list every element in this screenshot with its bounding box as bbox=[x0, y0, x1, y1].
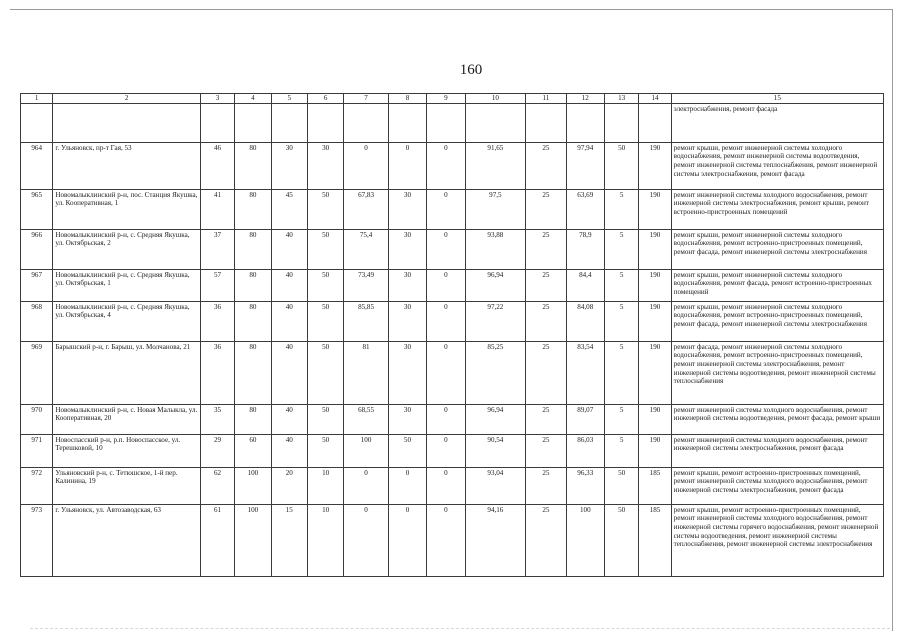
cell-row-number: 964 bbox=[21, 142, 53, 189]
column-header: 6 bbox=[307, 94, 343, 104]
cell-row-number: 968 bbox=[21, 301, 53, 341]
cell-col-14: 185 bbox=[639, 467, 671, 504]
cell-work-types: ремонт крыши, ремонт встроенно-пристроенных помещений, ремонт инженерной системы холодного водоснабжения, ремонт инженерной системы горячего водоснабжения, ремонт инженерной системы водоотведения, ремонт инженерной системы теплоснабжения, ремонт инженерной системы электроснабжения bbox=[671, 504, 883, 576]
cell-col-13: 5 bbox=[604, 434, 638, 467]
cell-empty bbox=[271, 103, 307, 142]
cell-col-3: 37 bbox=[200, 229, 234, 269]
cell-col-13: 50 bbox=[604, 467, 638, 504]
cell-col-13: 5 bbox=[604, 269, 638, 301]
cell-address: г. Ульяновск, пр-т Гая, 53 bbox=[53, 142, 201, 189]
cell-col-14: 190 bbox=[639, 269, 671, 301]
page-border-top bbox=[10, 9, 892, 10]
cell-col-10: 93,04 bbox=[465, 467, 526, 504]
column-header: 11 bbox=[526, 94, 566, 104]
cell-row-number: 967 bbox=[21, 269, 53, 301]
cell-col-3: 61 bbox=[200, 504, 234, 576]
cell-empty bbox=[604, 103, 638, 142]
cell-col-10: 93,88 bbox=[465, 229, 526, 269]
cell-col-12: 96,33 bbox=[566, 467, 604, 504]
cell-row-number: 965 bbox=[21, 189, 53, 229]
column-header: 15 bbox=[671, 94, 883, 104]
column-header: 7 bbox=[344, 94, 388, 104]
cell-address: Барышский р-н, г. Барыш, ул. Молчанова, 21 bbox=[53, 341, 201, 404]
cell-work-types: ремонт фасада, ремонт инженерной системы холодного водоснабжения, ремонт встроенно-пристроенных помещений, ремонт инженерной системы электроснабжения, ремонт инженерной системы водоотведения, ремонт инженерной системы теплоснабжения bbox=[671, 341, 883, 404]
cell-col-9: 0 bbox=[427, 269, 465, 301]
table-row bbox=[21, 434, 884, 467]
cell-work-types: ремонт крыши, ремонт инженерной системы холодного водоснабжения, ремонт фасада, ремонт встроенно-пристроенных помещений bbox=[671, 269, 883, 301]
cell-row-number: 972 bbox=[21, 467, 53, 504]
cell-col-14: 185 bbox=[639, 504, 671, 576]
cell-col-4: 100 bbox=[235, 467, 271, 504]
cell-col-13: 5 bbox=[604, 341, 638, 404]
cell-col-13: 5 bbox=[604, 301, 638, 341]
cell-col-13: 5 bbox=[604, 189, 638, 229]
cell-col-6: 30 bbox=[307, 142, 343, 189]
cell-col-9: 0 bbox=[427, 504, 465, 576]
column-header: 2 bbox=[53, 94, 201, 104]
cell-empty bbox=[639, 103, 671, 142]
cell-address: Новоспасский р-н, р.п. Новоспасское, ул. Терешковой, 10 bbox=[53, 434, 201, 467]
cell-col-4: 100 bbox=[235, 504, 271, 576]
column-header: 8 bbox=[388, 94, 426, 104]
cell-col-8: 30 bbox=[388, 341, 426, 404]
cell-col-11: 25 bbox=[526, 269, 566, 301]
cell-col-4: 80 bbox=[235, 229, 271, 269]
header-row bbox=[21, 94, 884, 104]
cell-col-6: 50 bbox=[307, 269, 343, 301]
cell-address: Новомалыклинский р-н, с. Средняя Якушка, ул. Октябрьская, 4 bbox=[53, 301, 201, 341]
cell-col-11: 25 bbox=[526, 189, 566, 229]
cell-col-9: 0 bbox=[427, 404, 465, 434]
table-row bbox=[21, 341, 884, 404]
cell-col-14: 190 bbox=[639, 142, 671, 189]
cell-col-4: 60 bbox=[235, 434, 271, 467]
cell-col-4: 80 bbox=[235, 142, 271, 189]
cell-empty bbox=[465, 103, 526, 142]
cell-col-7: 68,55 bbox=[344, 404, 388, 434]
column-header: 13 bbox=[604, 94, 638, 104]
cell-col-5: 20 bbox=[271, 467, 307, 504]
cell-work-types: ремонт крыши, ремонт инженерной системы холодного водоснабжения, ремонт инженерной системы водоотведения, ремонт инженерной системы теплоснабжения, ремонт инженерной системы электроснабжения, ремонт фасада bbox=[671, 142, 883, 189]
cell-col-8: 30 bbox=[388, 301, 426, 341]
cell-work-types: ремонт инженерной системы холодного водоснабжения, ремонт инженерной системы водоотведения, ремонт фасада, ремонт крыши bbox=[671, 404, 883, 434]
cell-col-7: 73,49 bbox=[344, 269, 388, 301]
cell-col-10: 90,54 bbox=[465, 434, 526, 467]
cell-col-12: 100 bbox=[566, 504, 604, 576]
cell-col-6: 10 bbox=[307, 467, 343, 504]
cell-col-7: 75,4 bbox=[344, 229, 388, 269]
cell-col-4: 80 bbox=[235, 269, 271, 301]
table-row bbox=[21, 404, 884, 434]
cell-col-5: 15 bbox=[271, 504, 307, 576]
cell-col-3: 36 bbox=[200, 301, 234, 341]
cell-col-9: 0 bbox=[427, 189, 465, 229]
cell-col-3: 35 bbox=[200, 404, 234, 434]
cell-col-13: 5 bbox=[604, 404, 638, 434]
column-header: 14 bbox=[639, 94, 671, 104]
cell-col-14: 190 bbox=[639, 229, 671, 269]
cell-col-4: 80 bbox=[235, 404, 271, 434]
cell-col-6: 50 bbox=[307, 434, 343, 467]
cell-col-7: 0 bbox=[344, 504, 388, 576]
cell-address: г. Ульяновск, ул. Автозаводская, 63 bbox=[53, 504, 201, 576]
cell-col-12: 86,03 bbox=[566, 434, 604, 467]
cell-col-12: 89,07 bbox=[566, 404, 604, 434]
cell-col-14: 190 bbox=[639, 301, 671, 341]
cell-col-14: 190 bbox=[639, 404, 671, 434]
cell-col-5: 40 bbox=[271, 434, 307, 467]
cell-work-types: ремонт инженерной системы холодного водоснабжения, ремонт инженерной системы электроснабжения, ремонт крыши, ремонт встроенно-пристроенных помещений bbox=[671, 189, 883, 229]
cell-col-10: 91,65 bbox=[465, 142, 526, 189]
column-header: 1 bbox=[21, 94, 53, 104]
table-row bbox=[21, 301, 884, 341]
cell-col-9: 0 bbox=[427, 142, 465, 189]
cell-col-12: 84,08 bbox=[566, 301, 604, 341]
cell-col-9: 0 bbox=[427, 341, 465, 404]
table-row bbox=[21, 229, 884, 269]
cell-col-11: 25 bbox=[526, 434, 566, 467]
cell-col-6: 50 bbox=[307, 341, 343, 404]
cell-col-8: 0 bbox=[388, 142, 426, 189]
table-row bbox=[21, 269, 884, 301]
cell-col-6: 50 bbox=[307, 404, 343, 434]
cell-col-3: 62 bbox=[200, 467, 234, 504]
cell-row-number: 971 bbox=[21, 434, 53, 467]
cell-col-5: 40 bbox=[271, 269, 307, 301]
cell-col-6: 50 bbox=[307, 189, 343, 229]
cell-col-9: 0 bbox=[427, 467, 465, 504]
table-header bbox=[21, 94, 884, 104]
cell-address: Ульяновский р-н, с. Тетюшское, 1-й пер. Калинина, 19 bbox=[53, 467, 201, 504]
cell-col-5: 40 bbox=[271, 341, 307, 404]
column-header: 4 bbox=[235, 94, 271, 104]
cell-col-3: 29 bbox=[200, 434, 234, 467]
cell-col-11: 25 bbox=[526, 229, 566, 269]
cell-col-7: 0 bbox=[344, 142, 388, 189]
cell-col-7: 67,83 bbox=[344, 189, 388, 229]
cell-col-12: 83,54 bbox=[566, 341, 604, 404]
cell-col-11: 25 bbox=[526, 142, 566, 189]
cell-col-5: 45 bbox=[271, 189, 307, 229]
cell-col-13: 50 bbox=[604, 504, 638, 576]
cell-col-9: 0 bbox=[427, 301, 465, 341]
cell-col-4: 80 bbox=[235, 301, 271, 341]
cell-col-6: 50 bbox=[307, 301, 343, 341]
cell-col-11: 25 bbox=[526, 467, 566, 504]
cell-col-13: 5 bbox=[604, 229, 638, 269]
table-row bbox=[21, 189, 884, 229]
cell-col-7: 100 bbox=[344, 434, 388, 467]
cell-col-14: 190 bbox=[639, 189, 671, 229]
cell-empty bbox=[307, 103, 343, 142]
table-row bbox=[21, 504, 884, 576]
cell-empty bbox=[566, 103, 604, 142]
cell-col-10: 94,16 bbox=[465, 504, 526, 576]
cell-row-number: 970 bbox=[21, 404, 53, 434]
cell-row-number: 969 bbox=[21, 341, 53, 404]
page-number: 160 bbox=[459, 62, 483, 78]
cell-col-11: 25 bbox=[526, 341, 566, 404]
cell-col-5: 30 bbox=[271, 142, 307, 189]
cell-col-3: 36 bbox=[200, 341, 234, 404]
cell-col-9: 0 bbox=[427, 229, 465, 269]
cell-col-14: 190 bbox=[639, 434, 671, 467]
cell-empty bbox=[21, 103, 53, 142]
cell-col-7: 85,85 bbox=[344, 301, 388, 341]
cell-col-10: 97,22 bbox=[465, 301, 526, 341]
cell-col-4: 80 bbox=[235, 341, 271, 404]
cell-col-11: 25 bbox=[526, 301, 566, 341]
cell-col-5: 40 bbox=[271, 404, 307, 434]
page-border-right bbox=[892, 9, 893, 631]
cell-col-12: 78,9 bbox=[566, 229, 604, 269]
footer-scan-line bbox=[30, 628, 890, 629]
cell-col-13: 50 bbox=[604, 142, 638, 189]
cell-col-12: 97,94 bbox=[566, 142, 604, 189]
cell-col-4: 80 bbox=[235, 189, 271, 229]
cell-col-8: 0 bbox=[388, 467, 426, 504]
cell-col-8: 30 bbox=[388, 269, 426, 301]
cell-col-7: 81 bbox=[344, 341, 388, 404]
column-header: 9 bbox=[427, 94, 465, 104]
cell-col-8: 0 bbox=[388, 504, 426, 576]
cell-col-6: 10 bbox=[307, 504, 343, 576]
cell-col-8: 30 bbox=[388, 404, 426, 434]
table-row bbox=[21, 142, 884, 189]
cell-col-11: 25 bbox=[526, 404, 566, 434]
table-row bbox=[21, 467, 884, 504]
cell-address: Новомалыклинский р-н, с. Средняя Якушка, ул. Октябрьская, 1 bbox=[53, 269, 201, 301]
column-header: 12 bbox=[566, 94, 604, 104]
cell-address: Новомалыклинский р-н, пос. Станция Якушка, ул. Кооперативная, 1 bbox=[53, 189, 201, 229]
cell-col-7: 0 bbox=[344, 467, 388, 504]
cell-row-number: 966 bbox=[21, 229, 53, 269]
cell-empty bbox=[53, 103, 201, 142]
cell-col-10: 85,25 bbox=[465, 341, 526, 404]
cell-col-10: 96,94 bbox=[465, 269, 526, 301]
cell-work-types: ремонт крыши, ремонт инженерной системы холодного водоснабжения, ремонт встроенно-пристроенных помещений, ремонт фасада, ремонт инженерной системы электроснабжения bbox=[671, 301, 883, 341]
cell-col-8: 50 bbox=[388, 434, 426, 467]
cell-col-12: 84,4 bbox=[566, 269, 604, 301]
cell-address: Новомалыклинский р-н, с. Средняя Якушка, ул. Октябрьская, 2 bbox=[53, 229, 201, 269]
cell-col-14: 190 bbox=[639, 341, 671, 404]
cell-col-5: 40 bbox=[271, 301, 307, 341]
cell-empty bbox=[427, 103, 465, 142]
cell-row-number: 973 bbox=[21, 504, 53, 576]
cell-col-6: 50 bbox=[307, 229, 343, 269]
cell-empty bbox=[235, 103, 271, 142]
cell-col-3: 57 bbox=[200, 269, 234, 301]
cell-work-types: ремонт инженерной системы холодного водоснабжения, ремонт инженерной системы электроснабжения, ремонт фасада bbox=[671, 434, 883, 467]
cell-col-10: 97,5 bbox=[465, 189, 526, 229]
continuation-row bbox=[21, 103, 884, 142]
cell-col-8: 30 bbox=[388, 189, 426, 229]
cell-col-9: 0 bbox=[427, 434, 465, 467]
cell-work-types: ремонт крыши, ремонт встроенно-пристроенных помещений, ремонт инженерной системы холодного водоснабжения, ремонт инженерной системы электроснабжения, ремонт фасада bbox=[671, 467, 883, 504]
cell-col-12: 63,69 bbox=[566, 189, 604, 229]
column-header: 5 bbox=[271, 94, 307, 104]
table-body bbox=[21, 103, 884, 576]
cell-col-3: 46 bbox=[200, 142, 234, 189]
cell-work-types: электроснабжения, ремонт фасада bbox=[671, 103, 883, 142]
column-header: 10 bbox=[465, 94, 526, 104]
cell-empty bbox=[388, 103, 426, 142]
cell-col-11: 25 bbox=[526, 504, 566, 576]
cell-empty bbox=[526, 103, 566, 142]
cell-col-3: 41 bbox=[200, 189, 234, 229]
cell-col-5: 40 bbox=[271, 229, 307, 269]
cell-empty bbox=[200, 103, 234, 142]
cell-col-8: 30 bbox=[388, 229, 426, 269]
cell-address: Новомалыклинский р-н, с. Новая Малыкла, ул. Кооперативная, 20 bbox=[53, 404, 201, 434]
column-header: 3 bbox=[200, 94, 234, 104]
cell-work-types: ремонт крыши, ремонт инженерной системы холодного водоснабжения, ремонт встроенно-пристроенных помещений, ремонт фасада, ремонт инженерной системы электроснабжения bbox=[671, 229, 883, 269]
cell-col-10: 96,94 bbox=[465, 404, 526, 434]
repair-schedule-table bbox=[20, 93, 884, 577]
cell-empty bbox=[344, 103, 388, 142]
